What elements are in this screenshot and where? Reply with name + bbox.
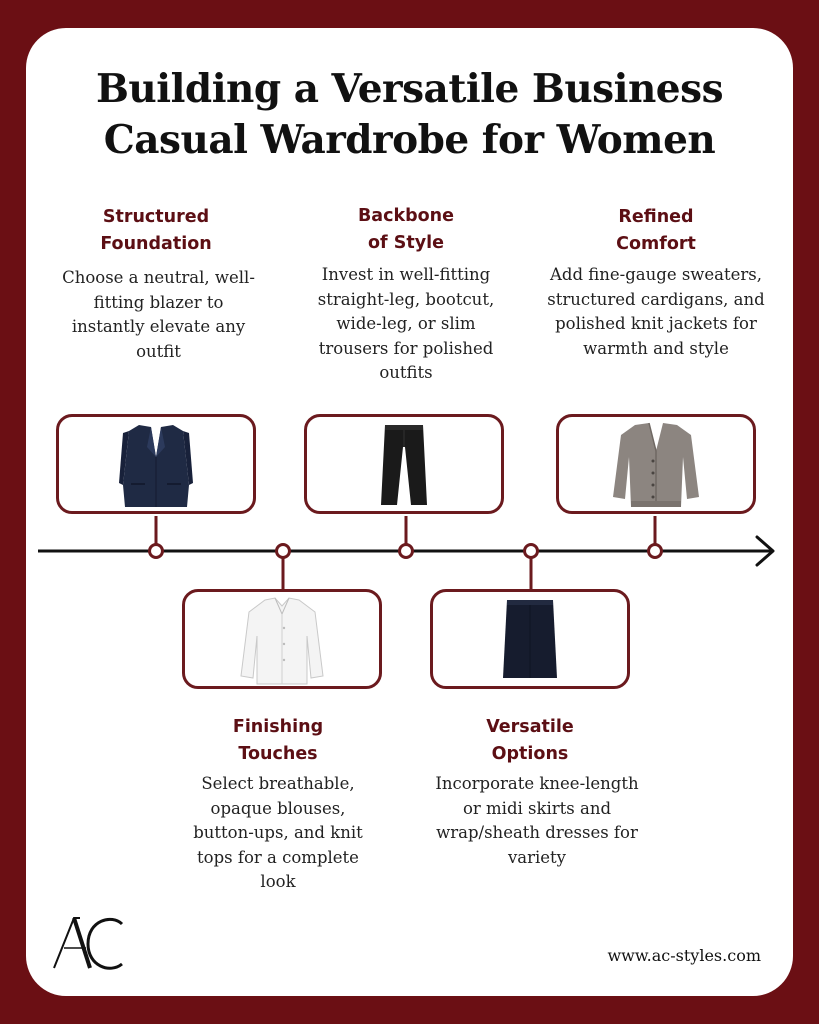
ac-logo (50, 914, 130, 974)
step-2-image-box (182, 589, 382, 689)
timeline-dot-5 (649, 545, 662, 558)
timeline-dot-2 (277, 545, 290, 558)
step-3-image-box (304, 414, 504, 514)
step-4-image-box (430, 589, 630, 689)
title-line-2: Casual Wardrobe for Women (103, 117, 716, 163)
timeline-dot-1 (150, 545, 163, 558)
step-2-heading: Finishing Touches (232, 717, 324, 764)
website-link[interactable]: www.ac-styles.com (607, 946, 761, 965)
step-4-heading: Versatile Options (486, 717, 574, 764)
black-trousers-icon (307, 417, 501, 511)
step-5-heading: Refined Comfort (616, 207, 696, 254)
step-5-description: Add fine-gauge sweaters, structured cardigans, and polished knit jackets for warmth and style (547, 265, 765, 358)
white-shirt-icon (185, 592, 379, 686)
grey-cardigan-icon (559, 417, 753, 511)
navy-skirt-icon (433, 592, 627, 686)
title-line-1: Building a Versatile Business (95, 66, 724, 112)
step-5-image-box (556, 414, 756, 514)
infographic-card (26, 28, 793, 996)
step-4-description: Incorporate knee-length or midi skirts and wrap/sheath dresses for variety (435, 774, 639, 867)
step-1-description: Choose a neutral, well-fitting blazer to instantly elevate any outfit (62, 268, 255, 361)
timeline-dot-3 (400, 545, 413, 558)
step-1-image-box (56, 414, 256, 514)
step-3-description: Invest in well-fitting straight-leg, bootcut, wide-leg, or slim trousers for polished outfits (317, 265, 495, 382)
step-2-description: Select breathable, opaque blouses, button-ups, and knit tops for a complete look (193, 774, 363, 891)
step-3-heading: Backbone of Style (357, 206, 455, 253)
timeline-dot-4 (525, 545, 538, 558)
step-1-heading: Structured Foundation (100, 207, 212, 254)
navy-blazer-icon (59, 417, 253, 511)
